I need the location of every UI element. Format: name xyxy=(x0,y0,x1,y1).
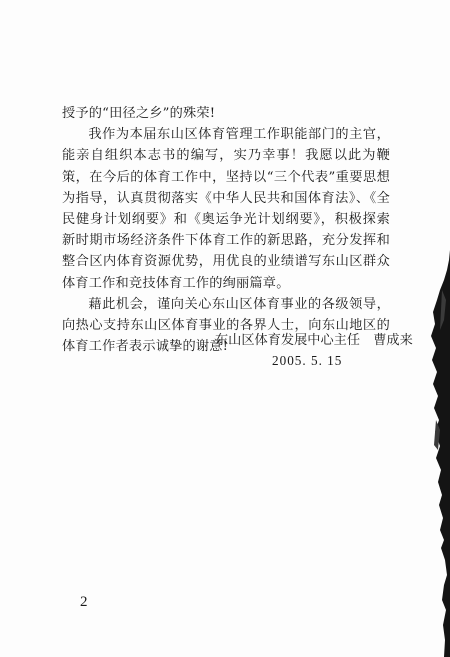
scan-edge-shadow xyxy=(420,0,450,657)
paragraph-continuation: 授予的“田径之乡”的殊荣! xyxy=(62,106,216,121)
signature-date: 2005. 5. 15 xyxy=(272,353,343,368)
author-signature: 东山区体育发展中心主任 曹成来 xyxy=(215,333,413,348)
paragraph-main: 我作为本届东山区体育管理工作职能部门的主官，能亲自组织本志书的编写，实乃幸事！我愿以此为鞭策，在今后的体育工作中，坚持以“三个代表”重要思想为指导，认真贯彻落实《中华人民共和国体育法》、《全民健身计划纲要》和《奥运争光计划纲要》，积极探索新时期市场经济条件下体育工作的新思路，充分发挥和整合区内体育资源优势，用优良的业绩谱写东山区群众体育工作和竞技体育工作的绚丽篇章。 xyxy=(62,127,390,291)
paragraph-thanks: 藉此机会，谨向关心东山区体育事业的各级领导，向热心支持东山区体育事业的各界人士，向东山地区的体育工作者表示诚挚的谢意! xyxy=(62,296,390,355)
body-text xyxy=(62,103,390,357)
page-number: 2 xyxy=(80,594,88,610)
